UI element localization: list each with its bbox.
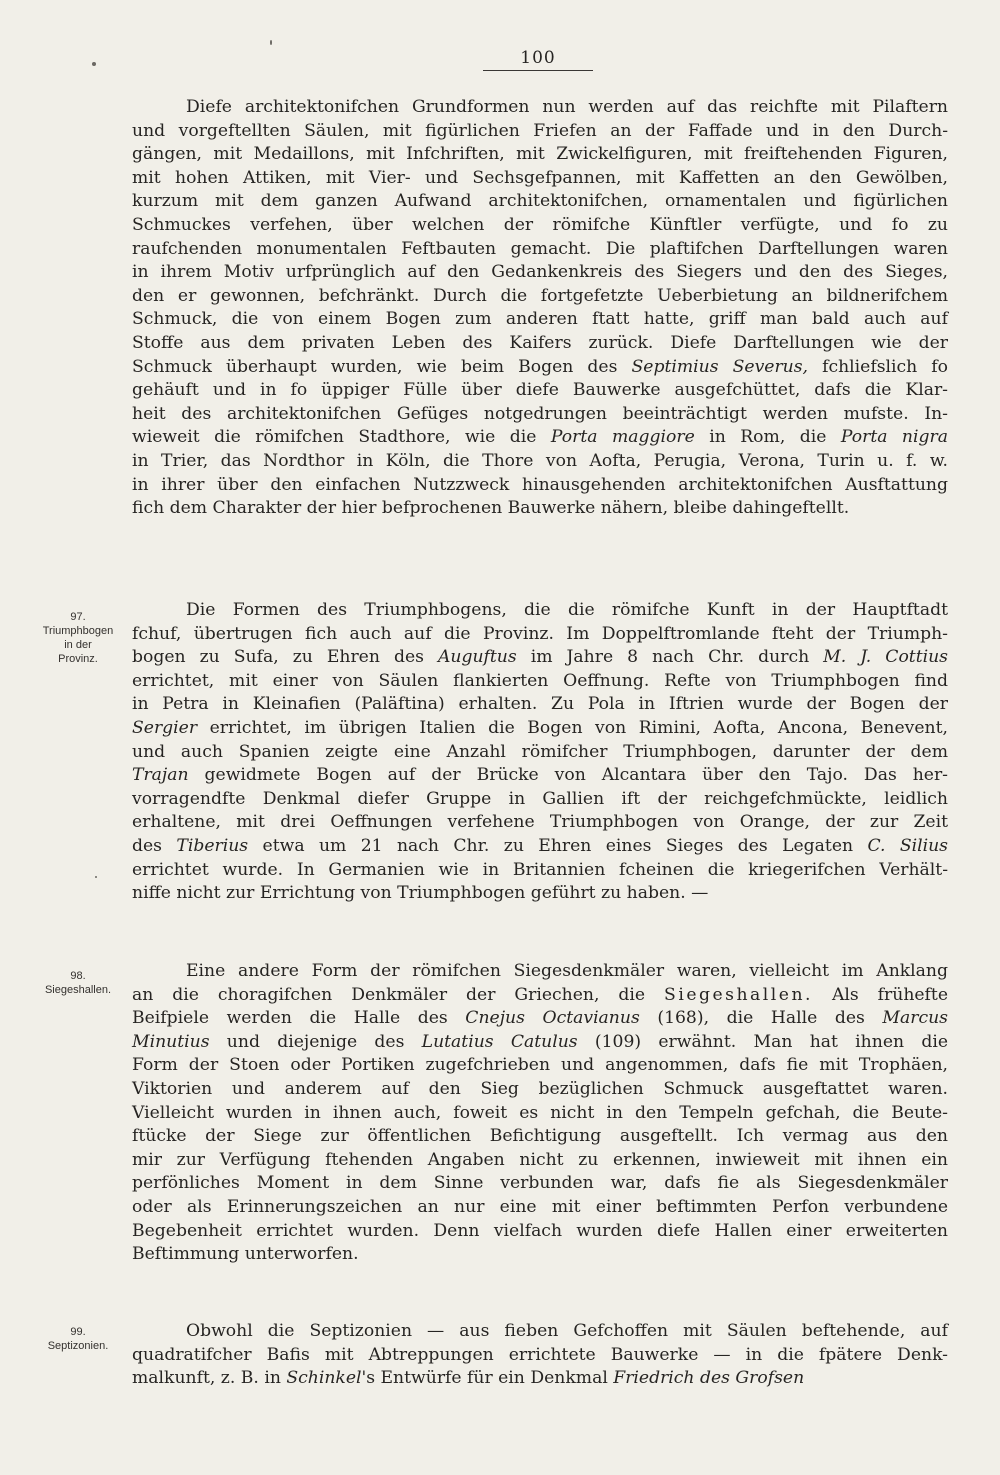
text-run: Schmuck, die von einem Bogen zum anderen ftatt hatte, griff man bald auch auf	[132, 309, 948, 330]
margin-note-97	[28, 610, 128, 666]
text-run: perfönliches Moment in dem Sinne verbunden war, dafs fie als Siegesdenkmäler	[132, 1173, 948, 1194]
text-line	[132, 1102, 948, 1126]
text-run: Vielleicht wurden in ihnen auch, foweit es nicht in den Tempeln gefchah, die Beute-	[132, 1102, 948, 1123]
text-line	[132, 1196, 948, 1220]
text-run: bogen zu Sufa, zu Ehren des	[132, 647, 438, 668]
text-run: errichtet, im übrigen Italien die Bogen von Rimini, Aofta, Ancona, Benevent,	[197, 717, 948, 738]
margin-note-label: Provinz.	[58, 653, 98, 665]
text-run: Schmuckes verfehen, über welchen der römifche Künftler verfügte, und fo zu	[132, 214, 948, 235]
text-run: und vorgeftellten Säulen, mit figürlichen Friefen an der Faffade und in den Durch-	[132, 120, 948, 141]
paragraph-victory-halls	[132, 960, 948, 1267]
text-line	[132, 261, 948, 285]
paper-speck	[270, 40, 272, 45]
text-run: oder als Erinnerungszeichen an nur eine mit einer beftimmten Perfon verbundene	[132, 1196, 948, 1217]
text-line	[132, 764, 948, 788]
text-run: kurzum mit dem ganzen Aufwand architektonifchen, ornamentalen und figürlichen	[132, 191, 948, 212]
text-run: in ihrem Motiv urfprünglich auf den Gedankenkreis des Siegers und den des Sieges,	[132, 262, 948, 283]
text-line	[132, 285, 948, 309]
text-line	[132, 497, 948, 521]
italic-name: Minutius	[132, 1031, 210, 1052]
text-line	[132, 167, 948, 191]
text-run: des	[132, 835, 177, 856]
text-line	[132, 960, 948, 984]
page-number: 100	[520, 48, 556, 68]
italic-name: Porta nigra	[840, 427, 948, 448]
text-line	[132, 1031, 948, 1055]
text-line	[132, 599, 948, 623]
text-run: Stoffe aus dem privaten Leben des Kaifers zurück. Diefe Darftellungen wie der	[132, 332, 948, 353]
text-line	[132, 356, 948, 380]
text-line	[132, 1007, 948, 1031]
text-run: fchliefslich fo	[808, 356, 949, 377]
text-run: Schmuck überhaupt wurden, wie beim Bogen des	[132, 356, 632, 377]
text-line	[132, 984, 948, 1008]
text-run: gewidmete Bogen auf der Brücke von Alcantara über den Tajo. Das her-	[188, 765, 948, 786]
spaced-term: Siegeshallen.	[664, 984, 813, 1005]
text-line	[132, 693, 948, 717]
text-line	[132, 1172, 948, 1196]
text-line	[132, 788, 948, 812]
text-run: errichtet, mit einer von Säulen flankierten Oeffnung. Refte von Triumphbogen find	[132, 670, 948, 691]
text-run: erhaltene, mit drei Oeffnungen verfehene Triumphbogen von Orange, der zur Zeit	[132, 812, 948, 833]
text-run: fchuf, übertrugen fich auch auf die Provinz. Im Doppelftromlande fteht der Triumph-	[132, 623, 948, 644]
italic-name: Lutatius Catulus	[421, 1031, 578, 1052]
text-run: mir zur Verfügung ftehenden Angaben nicht zu erkennen, inwieweit mit ihnen ein	[132, 1149, 948, 1170]
italic-name: Cnejus Octavianus	[465, 1008, 640, 1029]
text-run: fich dem Charakter der hier befprochenen Bauwerke nähern, bleibe dahingeftellt.	[132, 498, 850, 519]
text-run: gängen, mit Medaillons, mit Infchriften, mit Zwickelfiguren, mit freiftehenden Figuren,	[132, 144, 948, 165]
text-run: Begebenheit errichtet wurden. Denn vielfach wurden diefe Hallen einer erweiterten	[132, 1220, 948, 1241]
text-line	[132, 1220, 948, 1244]
text-run: Als frühefte	[813, 984, 949, 1005]
text-run: vorragendfte Denkmal diefer Gruppe in Gallien ift der reichgefchmückte, leidlich	[132, 788, 948, 809]
text-run: 's Entwürfe für ein Denkmal	[361, 1368, 614, 1389]
text-run: Die Formen des Triumphbogens, die die römifche Kunft in der Hauptftadt	[186, 600, 948, 620]
text-run: Eine andere Form der römifchen Siegesdenkmäler waren, vielleicht im Anklang	[186, 961, 948, 981]
text-run: etwa um 21 nach Chr. zu Ehren eines Sieges des Legaten	[248, 835, 868, 856]
text-line	[132, 741, 948, 765]
italic-name: M. J. Cottius	[823, 647, 948, 668]
text-run: Diefe architektonifchen Grundformen nun werden auf das reichfte mit Pilaftern	[186, 97, 948, 117]
text-run: mit hohen Attiken, mit Vier- und Sechsgefpannen, mit Kaffetten an den Gewölben,	[132, 167, 948, 188]
text-line	[132, 450, 948, 474]
text-line	[132, 670, 948, 694]
italic-name: Auguftus	[437, 647, 517, 668]
italic-name: Sergier	[132, 717, 198, 738]
text-run: ftücke der Siege zur öffentlichen Befichtigung ausgeftellt. Ich vermag aus den	[132, 1126, 948, 1147]
text-line	[132, 1125, 948, 1149]
margin-note-number: 98.	[70, 970, 86, 982]
italic-name: Schinkel	[286, 1368, 362, 1389]
text-run: in ihrer über den einfachen Nutzzweck hinausgehenden architektonifchen Ausftattung	[132, 474, 948, 495]
text-line	[132, 811, 948, 835]
text-run: Obwohl die Septizonien — aus fieben Gefchoffen mit Säulen beftehende, auf	[186, 1321, 948, 1341]
text-run: im Jahre 8 nach Chr. durch	[516, 647, 824, 668]
margin-note-number: 99.	[70, 1326, 86, 1338]
text-line	[132, 859, 948, 883]
text-line	[132, 308, 948, 332]
italic-name: Septimius Severus,	[631, 356, 809, 377]
margin-note-label: Septizonien.	[47, 1340, 109, 1352]
text-run: an die choragifchen Denkmäler der Griechen, die	[132, 984, 665, 1005]
margin-note-label: Siegeshallen.	[44, 984, 112, 996]
text-run: quadratifcher Bafis mit Abtreppungen errichtete Bauwerke — in die fpätere Denk-	[132, 1344, 948, 1365]
text-line	[132, 1344, 948, 1368]
text-line	[132, 623, 948, 647]
text-run: (109) erwähnt. Man hat ihnen die	[577, 1031, 948, 1052]
text-run: errichtet wurde. In Germanien wie in Britannien fcheinen die kriegerifchen Verhält-	[132, 859, 948, 880]
text-line	[132, 214, 948, 238]
text-run: malkunft, z. B. in	[132, 1368, 287, 1389]
margin-note-number: 97.	[70, 611, 86, 623]
text-line	[132, 1149, 948, 1173]
text-line	[132, 1367, 948, 1391]
paragraph-triumphal-arches-provinces	[132, 599, 948, 906]
text-line	[132, 882, 948, 906]
text-line	[132, 403, 948, 427]
text-run: Form der Stoen oder Portiken zugefchrieben und angenommen, dafs fie mit Trophäen,	[132, 1055, 948, 1076]
margin-note-label: Triumphbogen	[42, 625, 114, 637]
text-run: niffe nicht zur Errichtung von Triumphbogen geführt zu haben. —	[132, 883, 709, 904]
italic-name: Friedrich des Grofsen	[613, 1368, 805, 1389]
text-line	[132, 1054, 948, 1078]
italic-name: C. Silius	[867, 835, 948, 856]
text-run: und auch Spanien zeigte eine Anzahl römifcher Triumphbogen, darunter der dem	[132, 741, 948, 762]
text-run: Beftimmung unterworfen.	[132, 1244, 359, 1265]
text-line	[132, 190, 948, 214]
text-run: heit des architektonifchen Gefüges notgedrungen beeinträchtigt werden mufste. In-	[132, 403, 948, 424]
italic-name: Marcus	[882, 1008, 948, 1029]
text-run: in Petra in Kleinafien (Paläftina) erhalten. Zu Pola in Iftrien wurde der Bogen der	[132, 694, 948, 715]
margin-note-label: in der	[64, 639, 92, 651]
text-line	[132, 426, 948, 450]
text-run: Beifpiele werden die Halle des	[132, 1008, 466, 1029]
page-number-rule	[483, 70, 593, 71]
text-line	[132, 646, 948, 670]
text-line	[132, 474, 948, 498]
text-run: und diejenige des	[209, 1031, 422, 1052]
text-run: Viktorien und anderem auf den Sieg bezüglichen Schmuck ausgeftattet waren.	[132, 1078, 948, 1099]
text-line	[132, 717, 948, 741]
text-line	[132, 1243, 948, 1267]
text-line	[132, 238, 948, 262]
text-line	[132, 143, 948, 167]
text-line	[132, 96, 948, 120]
margin-note-99	[28, 1325, 128, 1353]
paper-speck	[95, 876, 97, 878]
margin-note-98	[28, 969, 128, 997]
text-run: (168), die Halle des	[639, 1008, 883, 1029]
paper-speck	[92, 62, 96, 66]
italic-name: Tiberius	[176, 835, 249, 856]
text-line	[132, 379, 948, 403]
paragraph-architectural-ornament	[132, 96, 948, 521]
text-run: den er gewonnen, befchränkt. Durch die fortgefetzte Ueberbietung an bildnerifchem	[132, 285, 948, 306]
text-run: gehäuft und in fo üppiger Fülle über diefe Bauwerke ausgefchüttet, dafs die Klar-	[132, 380, 948, 401]
paragraph-septizonia	[132, 1320, 948, 1391]
italic-name: Trajan	[132, 765, 189, 786]
text-line	[132, 1320, 948, 1344]
text-line	[132, 1078, 948, 1102]
text-run: in Rom, die	[694, 427, 841, 448]
text-line	[132, 332, 948, 356]
text-line	[132, 120, 948, 144]
italic-name: Porta maggiore	[550, 427, 695, 448]
text-run: raufchenden monumentalen Feftbauten gemacht. Die plaftifchen Darftellungen waren	[132, 238, 948, 259]
text-run: in Trier, das Nordthor in Köln, die Thore von Aofta, Perugia, Verona, Turin u. f. w.	[132, 450, 948, 471]
text-line	[132, 835, 948, 859]
text-run: wieweit die römifchen Stadthore, wie die	[132, 427, 551, 448]
